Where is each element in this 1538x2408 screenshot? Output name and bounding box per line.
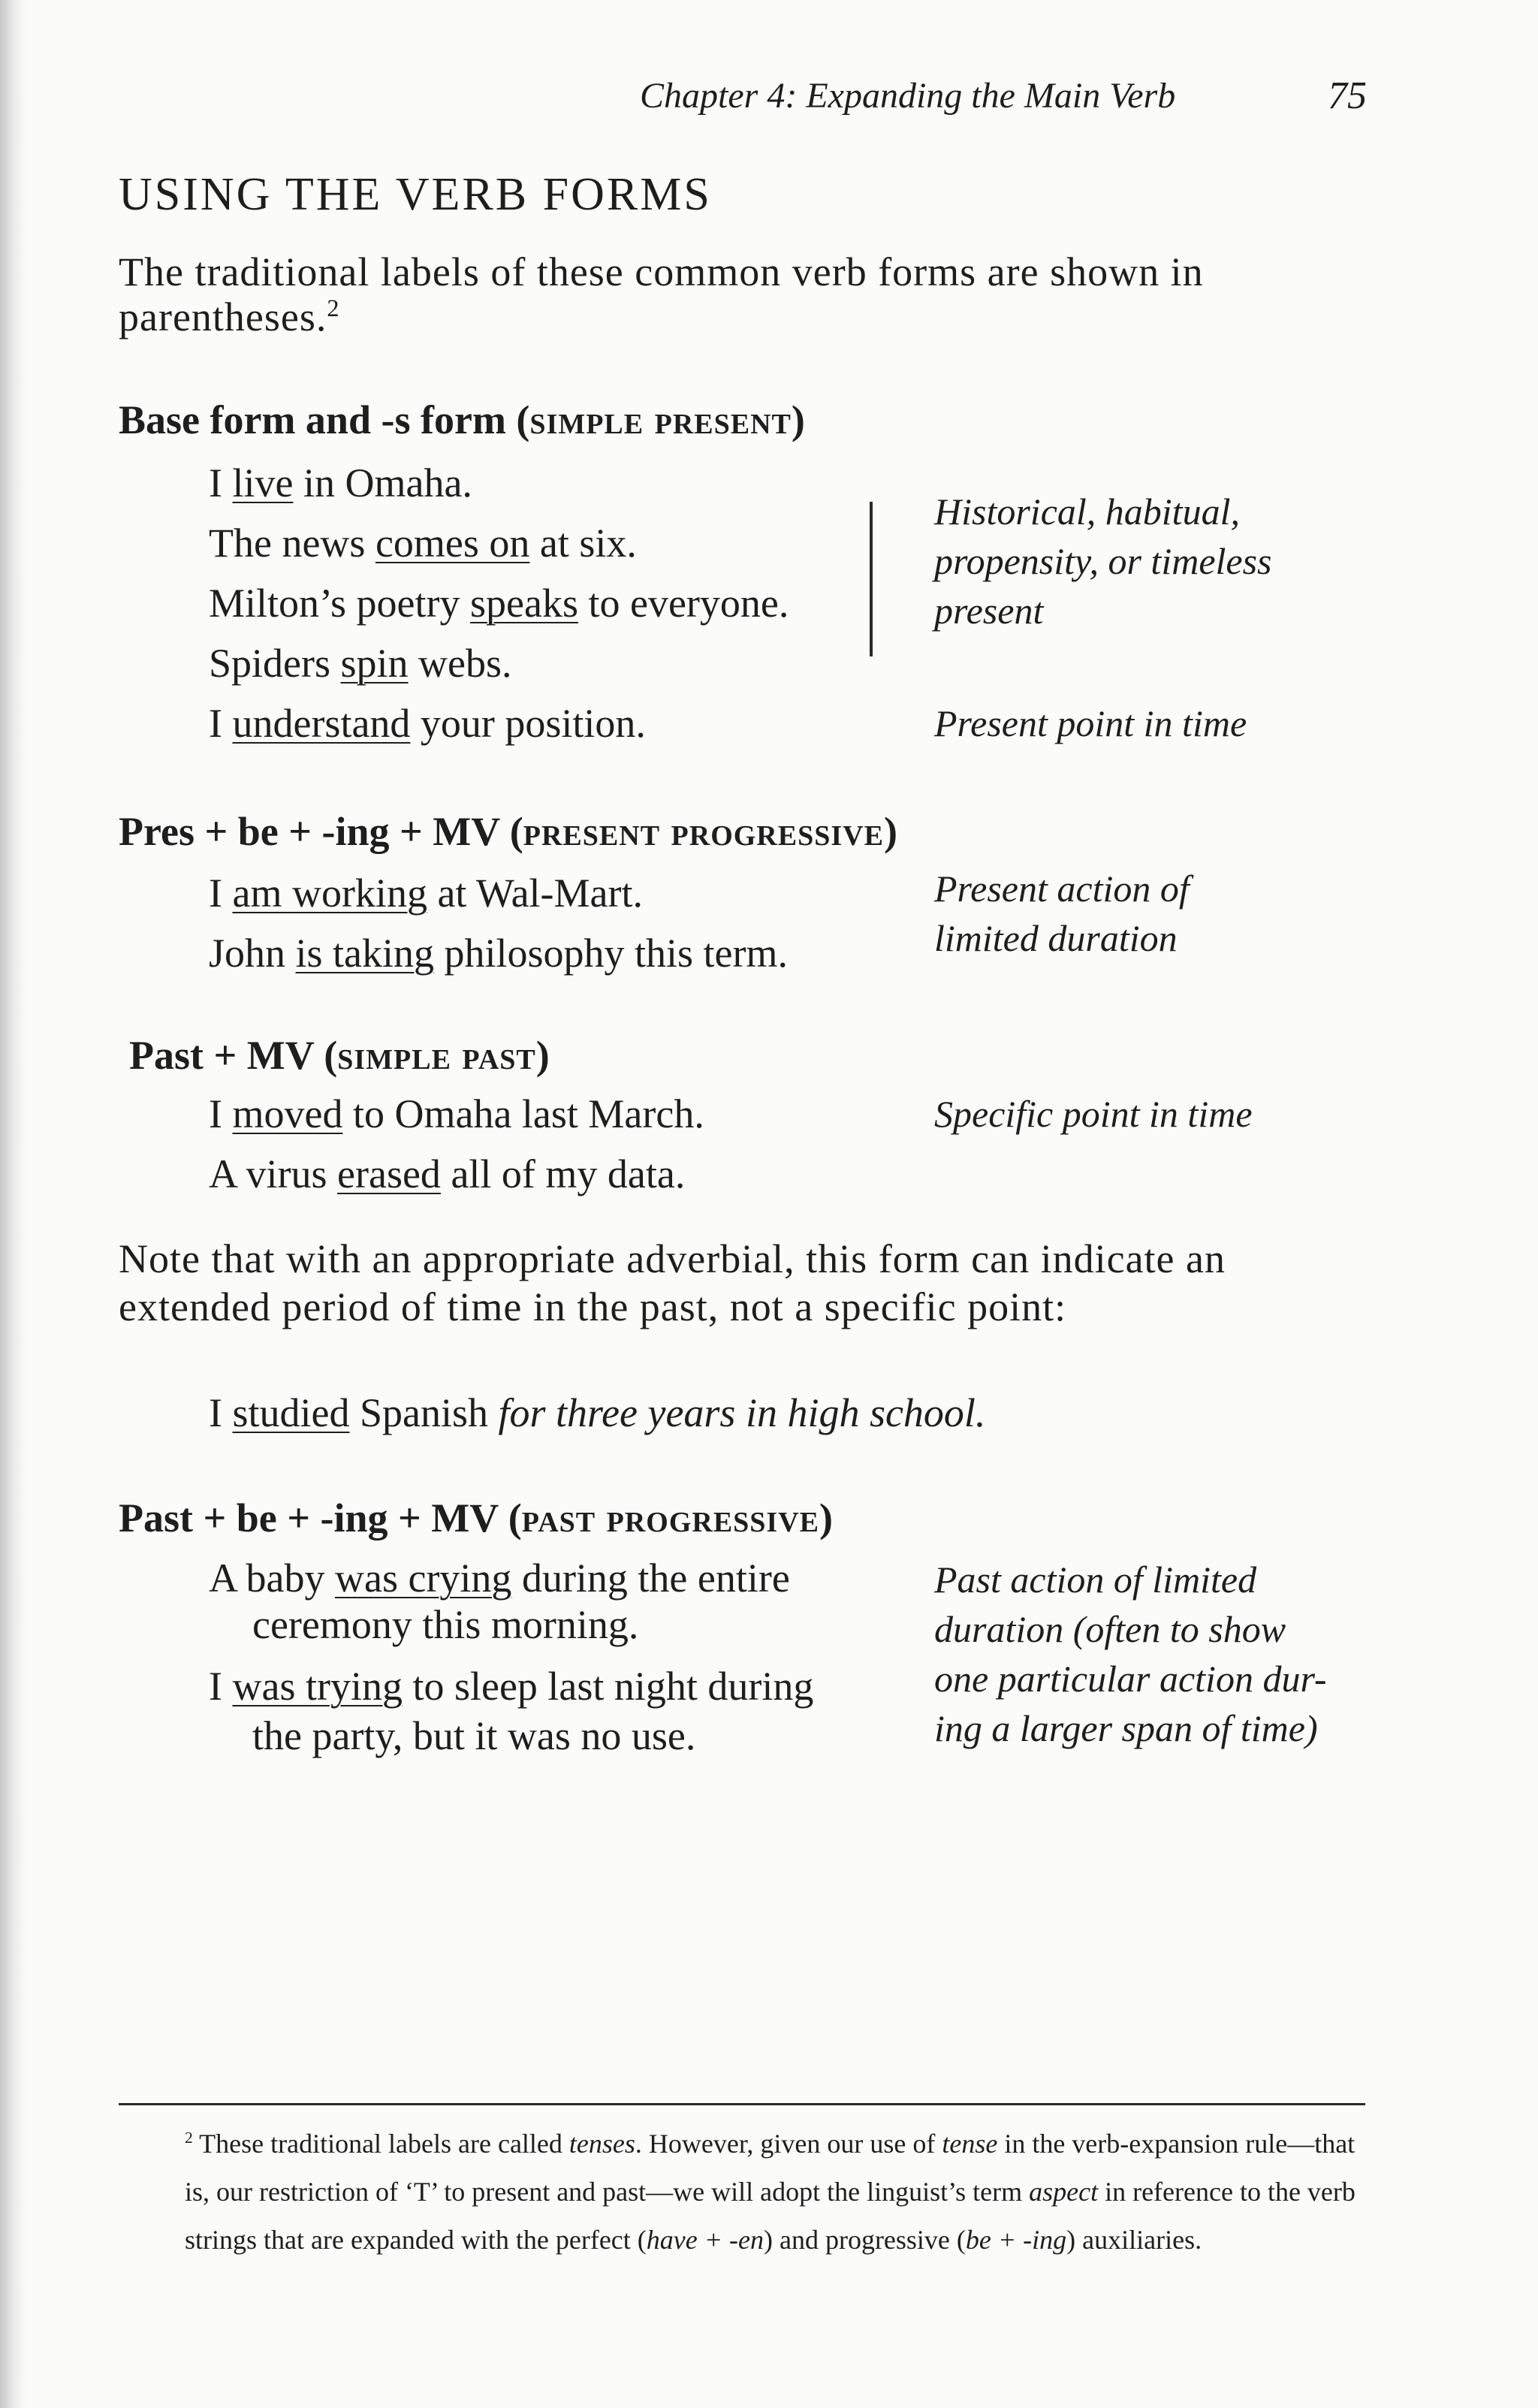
example-text: The news [209,521,375,566]
footnote-italic: have + -en [646,2225,764,2255]
footnote-italic: tenses [568,2129,635,2159]
section-heading: USING THE VERB FORMS [119,169,712,220]
example-text: I [209,1091,233,1136]
example-text: in Omaha. [293,460,472,505]
footnote [185,2120,1364,2264]
example-text: during the entire [511,1556,790,1601]
example-sentence [209,640,512,686]
usage-note: one particular action dur- [934,1658,1327,1700]
footnote-text: in the verb-expansion rule—that is, our restriction of ‘T’ to present and past—we will adopt the linguist’s term [185,2129,1356,2207]
form-label: Past + be + -ing + MV ( [119,1495,522,1540]
usage-note: ing a larger span of time) [934,1707,1318,1749]
example-text: A virus [209,1151,338,1196]
example-continuation: the party, but it was no use. [252,1713,696,1758]
running-head: Chapter 4: Expanding the Main Verb [640,76,1176,116]
intro-text: parentheses. [119,294,327,339]
example-continuation: ceremony this morning. [252,1602,639,1647]
underlined-verb: moved [232,1091,343,1136]
footnote-marker: 2 [185,2129,193,2147]
section-title-simple-past [129,1032,550,1079]
footnote-text: These traditional labels are called [192,2129,569,2159]
example-sentence [209,1663,813,1709]
example-text: I [209,460,233,505]
form-label: Pres + be + -ing + MV ( [119,809,523,854]
note-paragraph-line-1: Note that with an appropriate adverbial, this form can indicate an [119,1236,1226,1281]
form-label: Base form and -s form ( [119,397,530,442]
traditional-label: present progressive [523,809,884,854]
intro-line-1: The traditional labels of these common verb forms are shown in [119,249,1204,294]
example-text: I [209,701,233,746]
grouping-brace [870,502,873,656]
label-close: ) [883,809,897,854]
underlined-verb: spin [340,641,409,686]
example-text: at six. [529,521,637,566]
usage-note: propensity, or timeless [934,540,1272,582]
usage-note: present [934,590,1044,632]
usage-note: Specific point in time [934,1093,1253,1135]
section-title-past-progressive [119,1495,833,1541]
form-label: Past + MV ( [129,1033,338,1078]
footnote-italic: tense [942,2129,998,2159]
underlined-verb: erased [337,1151,441,1196]
example-sentence [209,1091,704,1137]
section-title-simple-present [119,397,805,443]
usage-note: limited duration [934,917,1178,959]
section-title-present-progressive [119,808,897,855]
usage-note: duration (often to show [934,1608,1286,1650]
example-text: Spanish [349,1390,499,1435]
note-paragraph-line-2: extended period of time in the past, not a specific point: [119,1284,1067,1329]
italic-adverbial: for three years in high school. [498,1390,986,1435]
example-text: to Omaha last March. [342,1091,704,1136]
footnote-text: . However, given our use of [635,2129,942,2159]
traditional-label: past progressive [521,1495,820,1540]
usage-note: Present point in time [934,702,1247,744]
usage-note: Historical, habitual, [934,490,1240,533]
page-number: 75 [1328,74,1367,117]
example-text: Spiders [209,641,341,686]
footnote-italic: aspect [1029,2177,1099,2207]
example-sentence [209,1555,790,1601]
example-sentence [209,700,646,747]
underlined-verb: speaks [470,581,578,626]
example-sentence [209,870,643,916]
usage-note: Present action of [934,868,1190,910]
example-text: I [209,1390,233,1435]
underlined-verb: studied [232,1390,350,1435]
example-sentence [209,1390,985,1436]
example-text: at Wal-Mart. [427,871,643,916]
example-text: I [209,871,233,916]
label-close: ) [819,1495,833,1540]
footnote-rule [119,2103,1365,2105]
traditional-label: simple past [337,1033,536,1078]
underlined-verb: is taking [295,931,435,976]
underlined-verb: was crying [335,1556,512,1601]
example-sentence [209,520,637,566]
example-text: webs. [408,641,512,686]
example-text: your position. [410,701,646,746]
intro-line-2 [119,294,1365,339]
example-text: philosophy this term. [434,931,789,976]
example-text: John [209,931,296,976]
example-sentence [209,460,472,506]
footnote-text: ) auxiliaries. [1066,2225,1202,2255]
footnote-text: in reference to the verb strings that are expanded with the perfect ( [185,2177,1356,2255]
example-sentence [209,1151,685,1197]
underlined-verb: understand [232,701,411,746]
traditional-label: simple present [529,397,792,442]
underlined-verb: comes on [375,521,530,566]
underlined-verb: am working [232,871,427,916]
example-text: A baby [209,1556,335,1601]
footnote-reference[interactable]: 2 [327,295,340,322]
label-close: ) [535,1033,550,1078]
example-text: to sleep last night during [402,1664,814,1709]
example-text: Milton’s poetry [209,581,470,626]
example-text: to everyone. [578,581,789,626]
underlined-verb: live [232,460,294,505]
example-sentence [209,580,789,626]
label-close: ) [791,397,805,442]
underlined-verb: was trying [232,1664,403,1709]
usage-note: Past action of limited [934,1559,1257,1601]
page-edge-shadow [0,0,26,2408]
footnote-italic: be + -ing [965,2225,1067,2255]
example-text: I [209,1664,233,1709]
example-text: all of my data. [440,1151,686,1196]
footnote-text: ) and progressive ( [763,2225,966,2255]
example-sentence [209,930,788,976]
